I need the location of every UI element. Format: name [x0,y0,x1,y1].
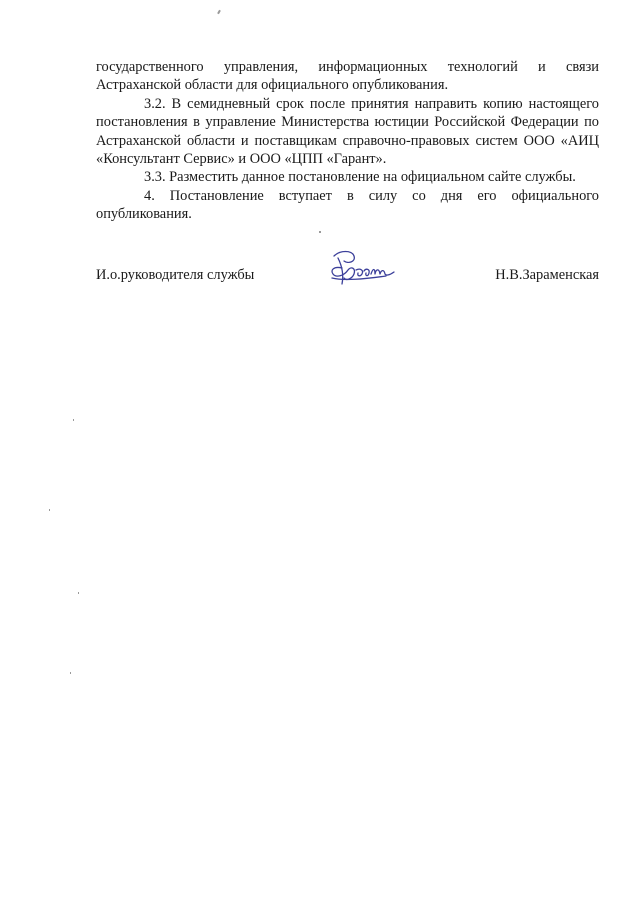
signatory-position: И.о.руководителя службы [96,267,255,283]
scan-speck [73,419,74,421]
signature-block [96,262,599,302]
document-body [96,58,599,224]
paragraph-3-3: 3.3. Разместить данное постановление на официальном сайте службы. [144,169,576,186]
scan-speck [217,10,221,14]
scan-speck [70,672,71,674]
paragraph-3-2: 3.2. В семидневный срок после принятия направить копию настоящего постановления в управление Министерства юстиции Российской Федерации по Астраханской области и поставщикам справочно-правовых систем ООО «АИЦ «Консультант Сервис» и ООО «ЦПП «Гарант». [96,95,599,168]
scan-speck [78,592,79,594]
handwritten-signature-icon [324,248,408,290]
paragraph-continuation: государственного управления, информационных технологий и связи Астраханской области для официального опубликования. [96,59,599,94]
scan-speck [319,231,321,233]
paragraph-4: 4. Постановление вступает в силу со дня его официального опубликования. [96,187,599,223]
scan-speck [49,509,50,511]
signatory-name: Н.В.Зараменская [495,267,599,283]
